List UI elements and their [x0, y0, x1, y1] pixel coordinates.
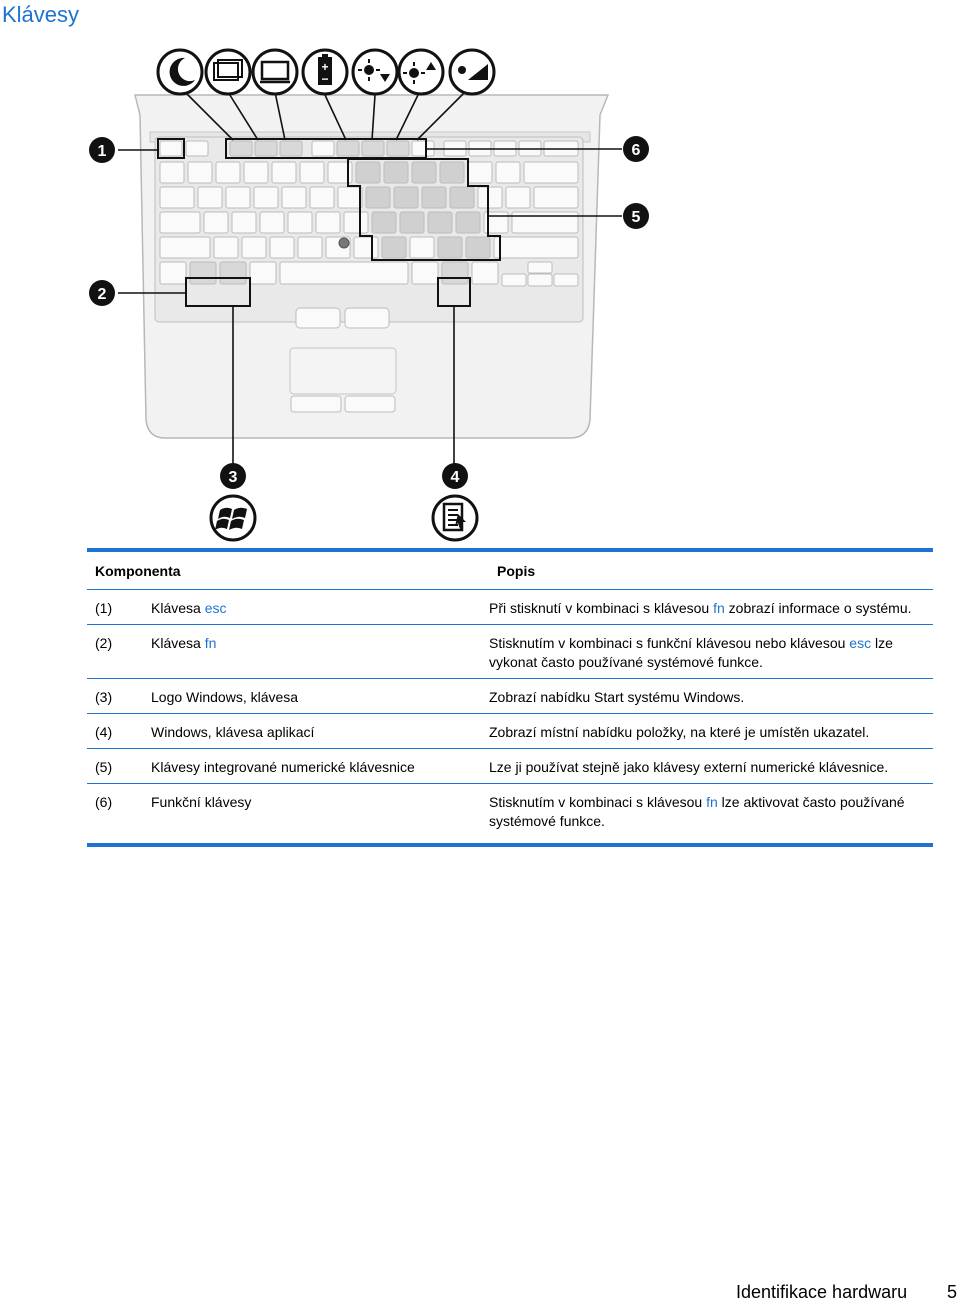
svg-text:−: − — [321, 72, 329, 86]
row-component — [151, 634, 489, 672]
description-text: Lze ji používat stejně jako klávesy externí numerické klávesnice. — [489, 759, 889, 775]
callout-2 — [89, 280, 115, 306]
table-row — [87, 714, 933, 749]
row-description — [489, 723, 933, 742]
component-text: Logo Windows, klávesa — [151, 689, 299, 705]
applications-icon — [433, 496, 477, 540]
footer-section-title: Identifikace hardwaru — [736, 1282, 908, 1302]
display-switch-icon — [206, 50, 250, 94]
wireless-signal-icon — [450, 50, 494, 94]
description-text: Stisknutím v kombinaci s klávesou — [489, 794, 707, 810]
table-row — [87, 625, 933, 679]
callout-1 — [89, 137, 115, 163]
callout-5 — [623, 203, 649, 229]
row-number: (3) — [95, 689, 113, 705]
keyboard-illustration — [0, 40, 720, 550]
svg-text:4: 4 — [450, 469, 460, 486]
row-description — [489, 793, 933, 831]
brightness-down-icon — [353, 50, 397, 94]
row-description — [489, 688, 933, 707]
description-text-after: lze vykonat často používané systémové funkce. — [489, 635, 893, 670]
table-header — [87, 552, 933, 590]
description-text: Zobrazí místní nabídku položky, na které je umístěn ukazatel. — [489, 724, 870, 740]
table-body — [87, 590, 933, 837]
components-table — [87, 548, 933, 847]
component-keyword: fn — [204, 635, 217, 651]
description-keyword: esc — [849, 635, 872, 651]
page-footer — [0, 1280, 960, 1310]
table-row — [87, 784, 933, 837]
table-row — [87, 679, 933, 714]
windows-logo-icon — [211, 496, 255, 540]
header-component: Komponenta — [95, 562, 181, 579]
svg-text:+: + — [321, 60, 329, 74]
row-component — [151, 599, 489, 618]
component-text: Klávesa — [151, 600, 205, 616]
page-title: Klávesy — [2, 2, 80, 27]
row-description — [489, 599, 933, 618]
description-text: Stisknutím v kombinaci s funkční klávesou nebo klávesou — [489, 635, 850, 651]
brightness-up-icon — [399, 50, 443, 94]
component-text: Funkční klávesy — [151, 794, 252, 810]
row-number: (2) — [95, 635, 113, 651]
description-text-after: lze aktivovat často používané systémové funkce. — [489, 794, 905, 829]
table-row — [87, 590, 933, 625]
description-keyword: fn — [713, 600, 725, 616]
row-component — [151, 688, 489, 707]
component-text: Klávesy integrované numerické klávesnice — [151, 759, 415, 775]
row-number: (1) — [95, 600, 113, 616]
row-number: (4) — [95, 724, 113, 740]
svg-text:2: 2 — [97, 286, 107, 303]
row-number: (6) — [95, 794, 113, 810]
svg-text:3: 3 — [228, 469, 238, 486]
description-text: Při stisknutí v kombinaci s klávesou — [489, 600, 714, 616]
header-description: Popis — [497, 562, 536, 579]
callout-6 — [623, 136, 649, 162]
battery-icon — [303, 50, 347, 94]
row-component — [151, 793, 489, 831]
svg-text:1: 1 — [97, 143, 107, 160]
description-text-after: zobrazí informace o systému. — [724, 600, 912, 616]
row-component — [151, 723, 489, 742]
table-bottom-rule — [87, 843, 933, 847]
svg-text:5: 5 — [631, 209, 641, 226]
table-row — [87, 749, 933, 784]
component-text: Windows, klávesa aplikací — [151, 724, 315, 740]
callout-3 — [220, 463, 246, 489]
row-description — [489, 634, 933, 672]
row-description — [489, 758, 933, 777]
component-text: Klávesa — [151, 635, 205, 651]
svg-text:6: 6 — [631, 142, 641, 159]
page-number: 5 — [947, 1282, 958, 1302]
description-text: Zobrazí nabídku Start systému Windows. — [489, 689, 745, 705]
screen-icon — [253, 50, 297, 94]
component-keyword: esc — [204, 600, 227, 616]
row-component — [151, 758, 489, 777]
row-number: (5) — [95, 759, 113, 775]
callout-4 — [442, 463, 468, 489]
sleep-icon — [158, 50, 202, 94]
description-keyword: fn — [706, 794, 718, 810]
